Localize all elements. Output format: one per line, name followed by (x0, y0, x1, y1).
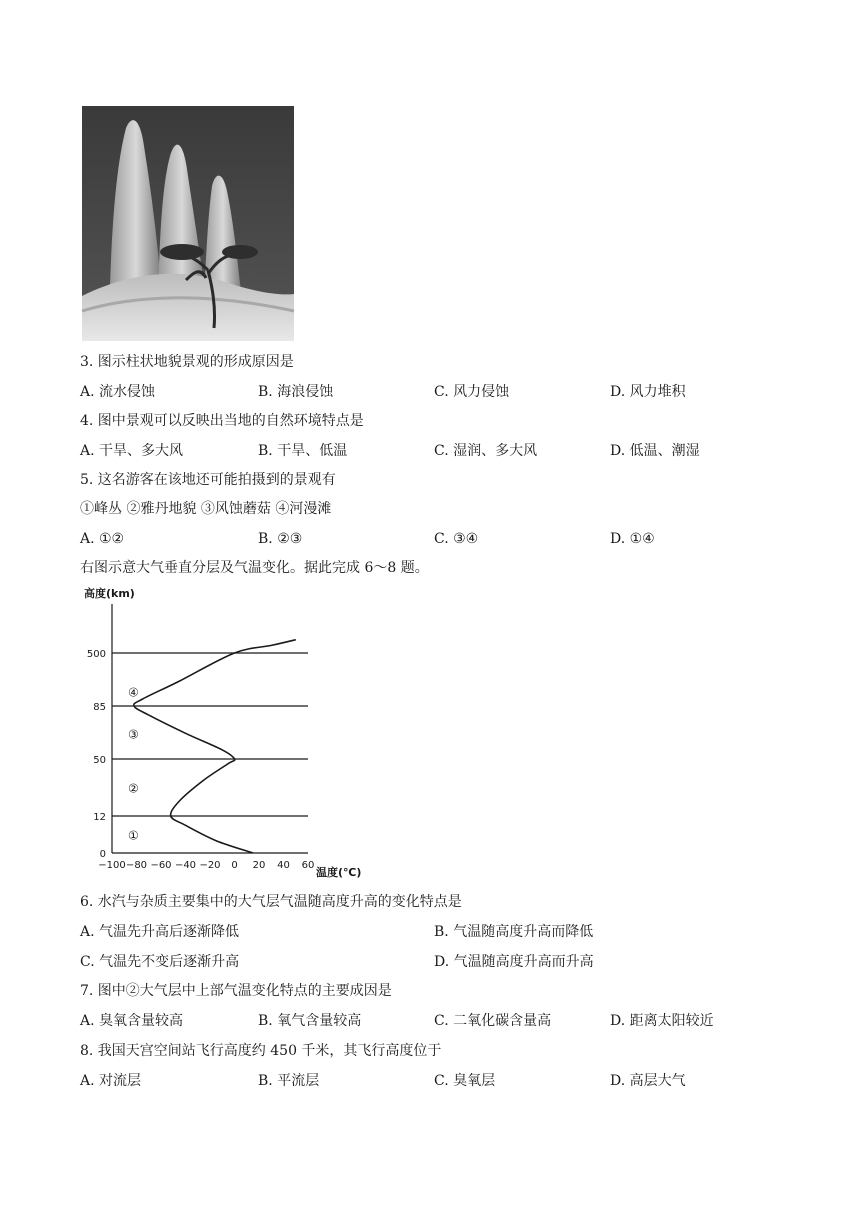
layer-label-4: ④ (128, 685, 139, 700)
q6-option-d[interactable]: D. 气温随高度升高而升高 (434, 954, 594, 970)
q8-stem: 8. 我国天宫空间站飞行高度约 450 千米，其飞行高度位于 (80, 1043, 442, 1059)
y-axis-label: 高度(km) (84, 587, 135, 600)
x-tick-label-0: 0 (231, 860, 238, 871)
layer-label-3: ③ (128, 727, 139, 742)
q5-option-d[interactable]: D. ①④ (610, 531, 655, 547)
layer-label-2: ② (128, 781, 139, 796)
x-tick-label-60: 60 (301, 860, 315, 871)
temperature-curve (134, 640, 296, 853)
intro-text: 右图示意大气垂直分层及气温变化。据此完成 6～8 题。 (80, 560, 429, 576)
q4-option-d[interactable]: D. 低温、潮湿 (610, 443, 700, 459)
x-tick-label--40: −40 (174, 860, 197, 871)
q4-stem: 4. 图中景观可以反映出当地的自然环境特点是 (80, 413, 364, 429)
x-axis-label: 温度(℃) (316, 866, 362, 879)
q6-option-a[interactable]: A. 气温先升高后逐渐降低 (80, 924, 240, 940)
q5-option-c[interactable]: C. ③④ (434, 531, 479, 547)
q3-option-d[interactable]: D. 风力堆积 (610, 384, 686, 400)
q4-option-a[interactable]: A. 干旱、多大风 (80, 443, 184, 459)
x-tick-label-20: 20 (252, 860, 266, 871)
y-tick-label-0: 0 (99, 849, 106, 860)
atmosphere-chart (76, 582, 362, 882)
q7-stem: 7. 图中②大气层中上部气温变化特点的主要成因是 (80, 983, 392, 999)
y-tick-label-12: 12 (93, 812, 106, 823)
y-tick-label-500: 500 (86, 649, 106, 660)
q5-option-a[interactable]: A. ①② (80, 531, 125, 547)
q5-stem: 5. 这名游客在该地还可能拍摄到的景观有 (80, 472, 336, 488)
x-tick-label--60: −60 (150, 860, 172, 871)
q3-option-b[interactable]: B. 海浪侵蚀 (258, 384, 334, 400)
x-tick-label--80: −80 (125, 860, 148, 871)
q8-option-c[interactable]: C. 臭氧层 (434, 1073, 496, 1089)
q4-option-c[interactable]: C. 湿润、多大风 (434, 443, 538, 459)
q3-option-c[interactable]: C. 风力侵蚀 (434, 384, 510, 400)
y-tick-label-50: 50 (93, 755, 106, 766)
x-tick-label--20: −20 (199, 860, 221, 871)
q8-option-a[interactable]: A. 对流层 (80, 1073, 142, 1089)
x-tick-label-40: 40 (277, 860, 290, 871)
q7-option-b[interactable]: B. 氧气含量较高 (258, 1013, 362, 1029)
q5-option-b[interactable]: B. ②③ (258, 531, 303, 547)
q5-items: ①峰丛 ②雅丹地貌 ③风蚀蘑菇 ④河漫滩 (80, 501, 332, 517)
q7-option-d[interactable]: D. 距离太阳较近 (610, 1013, 714, 1029)
q7-option-c[interactable]: C. 二氧化碳含量高 (434, 1013, 552, 1029)
q6-stem: 6. 水汽与杂质主要集中的大气层气温随高度升高的变化特点是 (80, 894, 462, 910)
q7-option-a[interactable]: A. 臭氧含量较高 (80, 1013, 184, 1029)
landform-photo (82, 106, 294, 341)
y-tick-label-85: 85 (93, 702, 106, 713)
q8-option-d[interactable]: D. 高层大气 (610, 1073, 686, 1089)
x-tick-label--100: −100 (98, 860, 126, 871)
q3-stem: 3. 图示柱状地貌景观的形成原因是 (80, 354, 294, 370)
layer-label-1: ① (128, 828, 139, 843)
q6-option-b[interactable]: B. 气温随高度升高而降低 (434, 924, 594, 940)
q6-option-c[interactable]: C. 气温先不变后逐渐升高 (80, 954, 240, 970)
q3-option-a[interactable]: A. 流水侵蚀 (80, 384, 156, 400)
q8-option-b[interactable]: B. 平流层 (258, 1073, 320, 1089)
q4-option-b[interactable]: B. 干旱、低温 (258, 443, 348, 459)
